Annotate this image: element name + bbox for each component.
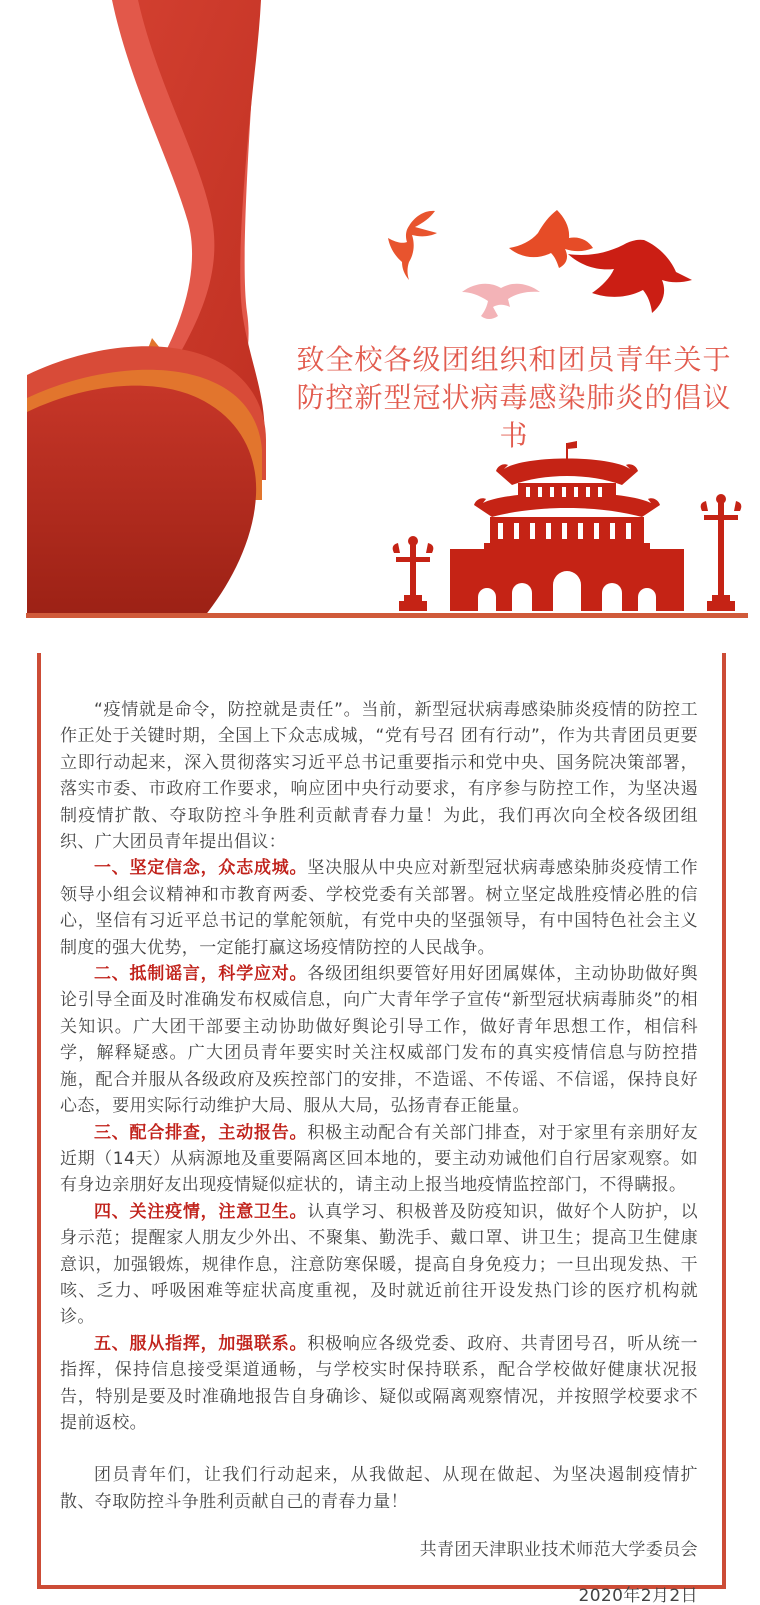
dove-icon: [568, 240, 692, 313]
section-heading: 五、服从指挥，加强联系。: [94, 1333, 308, 1354]
signature-block: [60, 1537, 698, 1605]
dove-icon: [388, 211, 437, 280]
section-4: [60, 1199, 698, 1331]
intro-paragraph: [60, 697, 698, 855]
section-3: [60, 1120, 698, 1199]
section-2: [60, 961, 698, 1119]
closing-paragraph: [60, 1462, 698, 1515]
paragraph-text: 积极响应各级党委、政府、共青团号召，听从统一指挥，保持信息接受渠道通畅，与学校实时保持联系，配合学校做好健康状况报告，特别是要及时准确地报告自身确诊、疑似或隔离观察情况，并按照学校要求不提前返校。: [60, 1333, 698, 1433]
paragraph-text: 各级团组织要管好用好团属媒体，主动协助做好舆论引导全面及时准确发布权威信息，向广大青年学子宣传“新型冠状病毒肺炎”的相关知识。广大团干部要主动协助做好舆论引导工作，做好青年思想工作，相信科学，解释疑惑。广大团员青年要实时关注权威部门发布的真实疫情信息与防控措施，配合并服从各级政府及疾控部门的安排，不造谣、不传谣、不信谣，保持良好心态，要用实际行动维护大局、服从大局，弘扬青春正能量。: [60, 964, 698, 1117]
section-heading: 二、抵制谣言，科学应对。: [94, 964, 308, 985]
doves-graphic: [380, 198, 700, 328]
section-heading: 一、坚定信念，众志成城。: [94, 858, 308, 879]
header-banner: [0, 0, 760, 622]
paragraph-text: 坚决服从中央应对新型冠状病毒感染肺炎疫情工作领导小组会议精神和市教育两委、学校党委有关部署。树立坚定战胜疫情必胜的信心，坚信有习近平总书记的掌舵领航，有党中央的坚强领导，有中国特色社会主义制度的强大优势，一定能打赢这场疫情防控的人民战争。: [60, 858, 698, 958]
paragraph-text: 团员青年们，让我们行动起来，从我做起、从现在做起、为坚决遏制疫情扩散、夺取防控斗争胜利贡献自己的青春力量！: [60, 1465, 698, 1512]
proposal-letter: [37, 653, 726, 1605]
tiananmen-gate-icon: [386, 441, 748, 617]
header-divider: [26, 613, 748, 618]
section-1: [60, 855, 698, 961]
date: 2020年2月2日: [578, 1585, 698, 1605]
paragraph-text: “疫情就是命令，防控就是责任”。当前，新型冠状病毒感染肺炎疫情的防控工作正处于关键时期，全国上下众志成城，“党有号召 团有行动”，作为共青团员更要立即行动起来，深入贯彻落实习近平总书记重要指示和党中央、国务院决策部署，落实市委、市政府工作要求，响应团中央行动要求，有序参与防控工作，为坚决遏制疫情扩散、夺取防控斗争胜利贡献青春力量！为此，我们再次向全校各级团组织、广大团员青年提出倡议：: [60, 700, 698, 853]
signature: 共青团天津职业技术师范大学委员会: [419, 1540, 698, 1561]
section-heading: 三、配合排查，主动报告。: [94, 1122, 308, 1143]
section-5: [60, 1331, 698, 1437]
paragraph-text: 认真学习、积极普及防疫知识，做好个人防护，以身示范；提醒家人朋友少外出、不聚集、勤洗手、戴口罩、讲卫生；提高卫生健康意识，加强锻炼，规律作息，注意防寒保暖，提高自身免疫力；一旦出现发热、干咳、乏力、呼吸困难等症状高度重视，及时就近前往开设发热门诊的医疗机构就诊。: [60, 1201, 698, 1328]
paragraph-text: 积极主动配合有关部门排查，对于家里有亲朋好友近期（14天）从病源地及重要隔离区回本地的，要主动劝诫他们自行居家观察。如有身边亲朋好友出现疫情疑似症状的，请主动上报当地疫情监控部门，不得瞒报。: [60, 1122, 698, 1196]
page-title: 致全校各级团组织和团员青年关于防控新型冠状病毒感染肺炎的倡议书: [296, 343, 732, 452]
dove-icon: [462, 284, 540, 319]
section-heading: 四、关注疫情，注意卫生。: [94, 1201, 308, 1222]
